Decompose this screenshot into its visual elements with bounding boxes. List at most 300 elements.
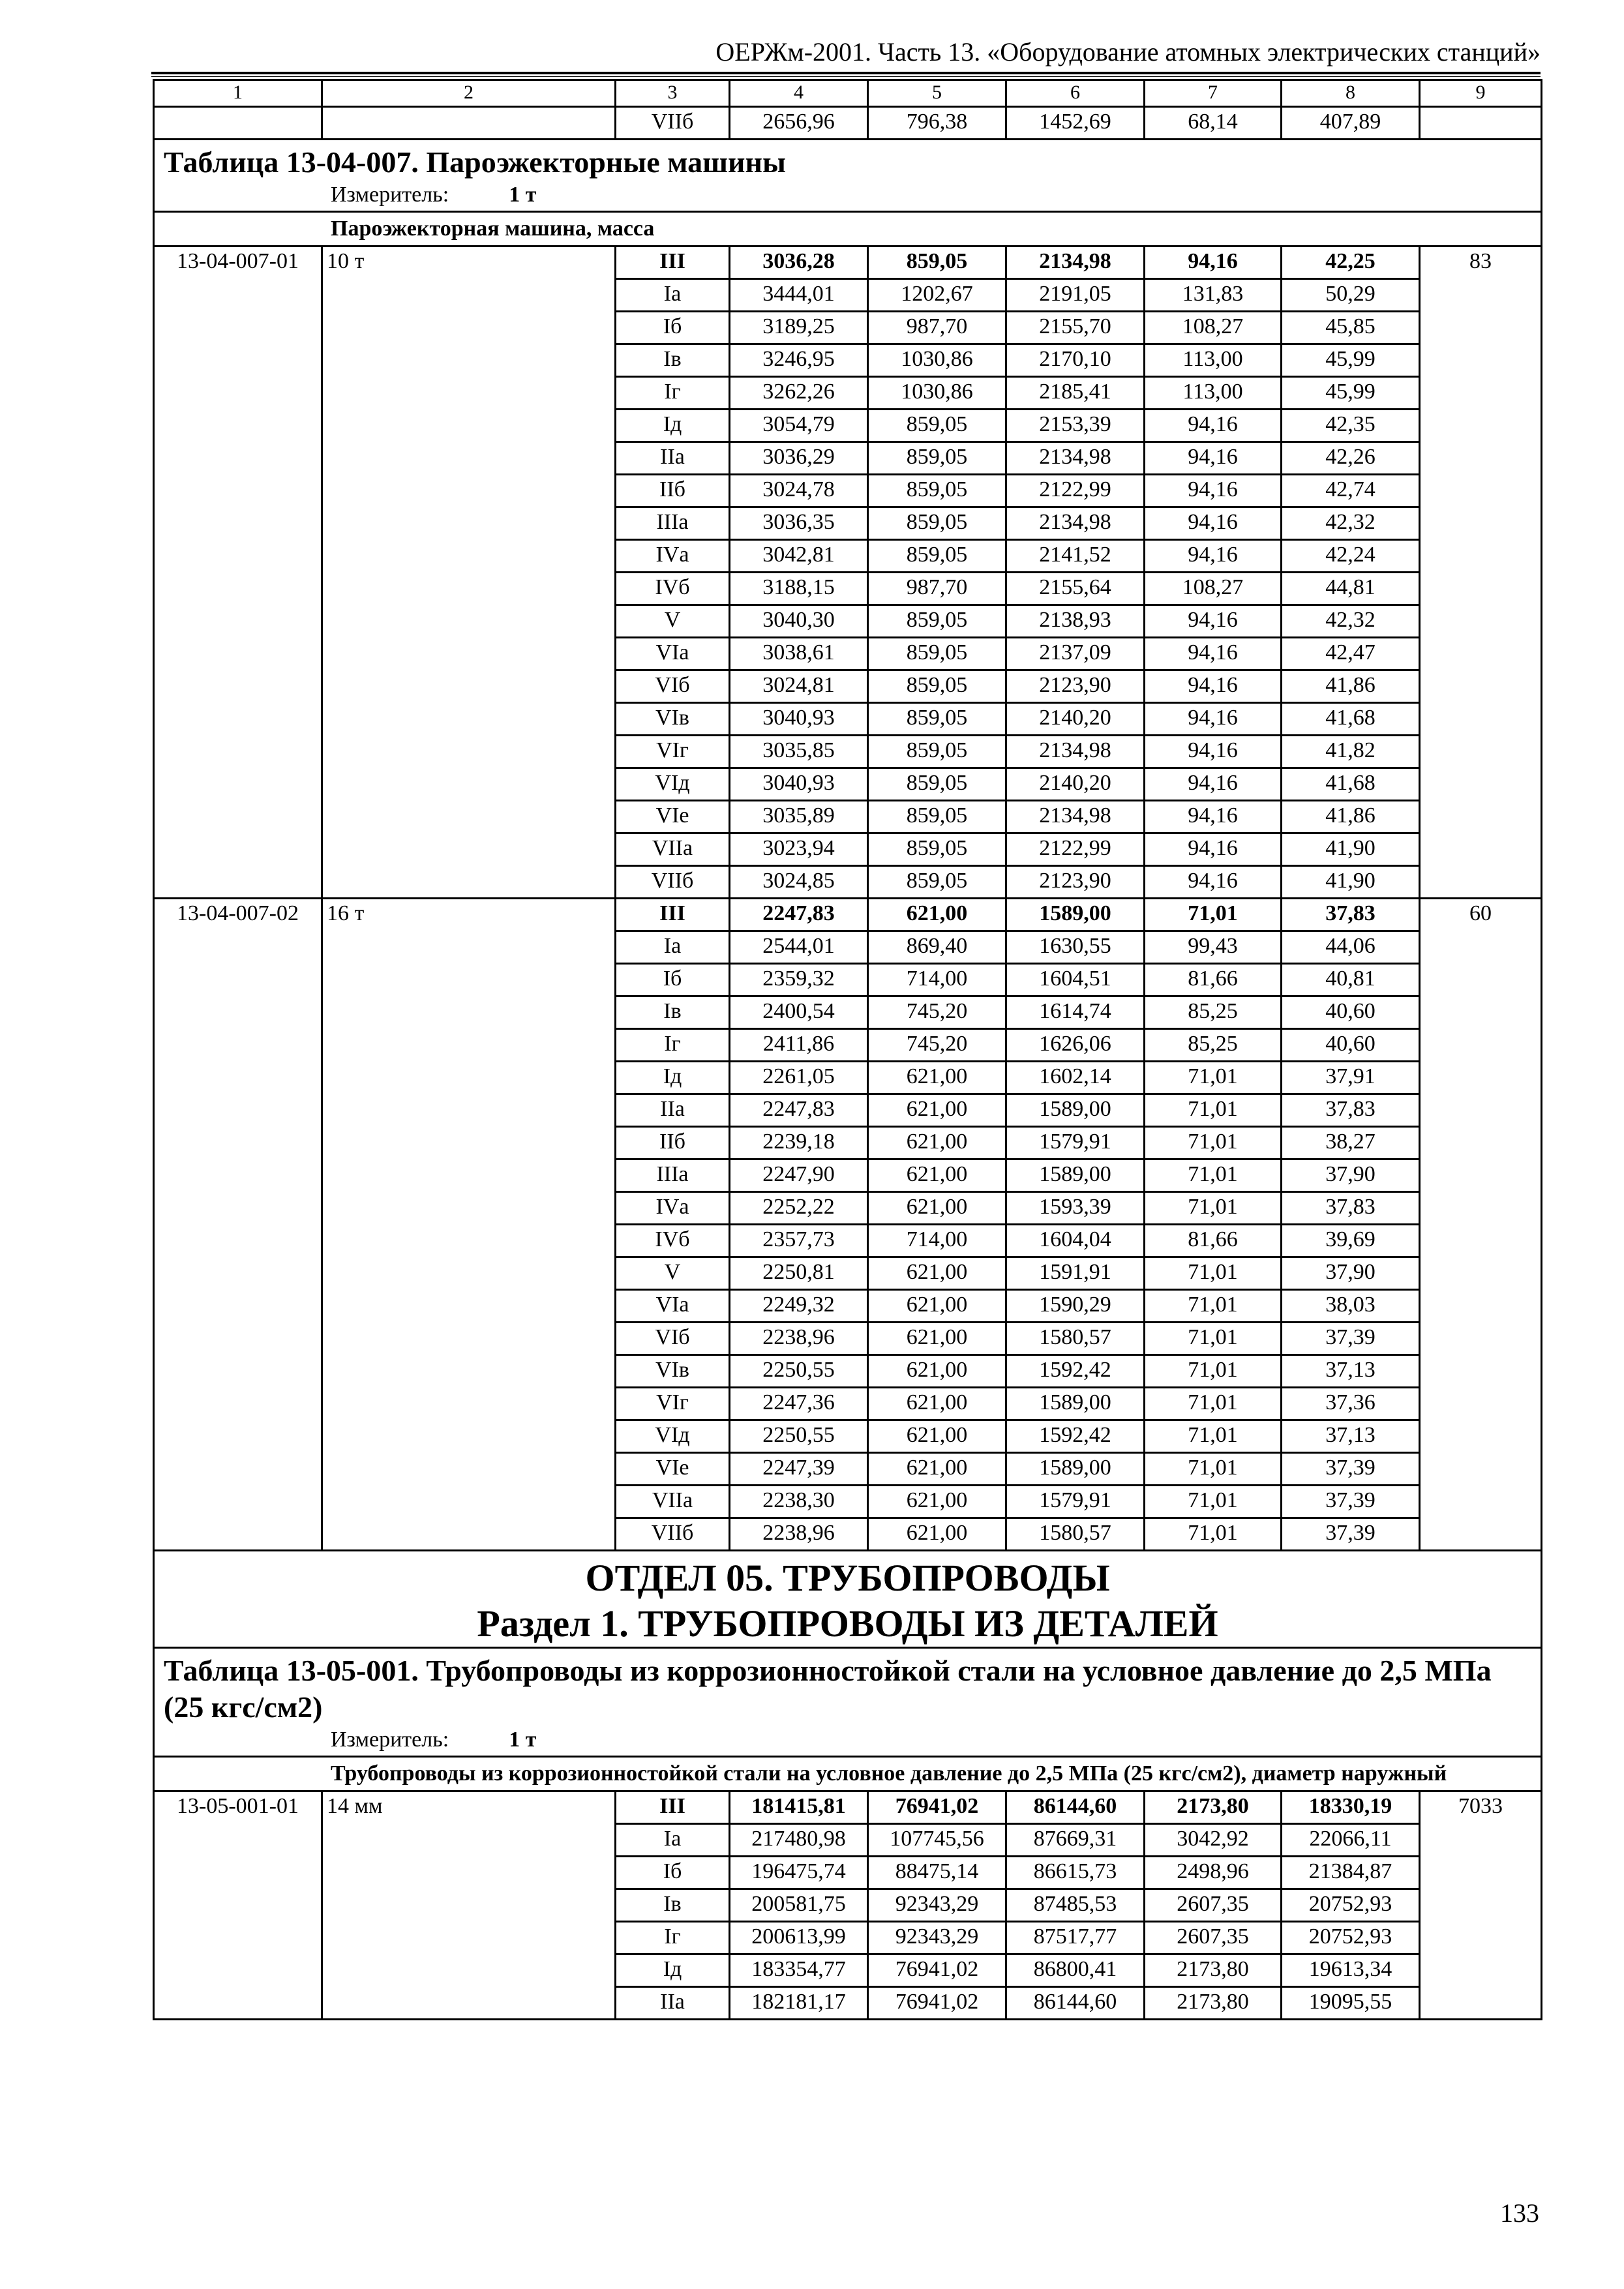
norm-description (322, 475, 616, 507)
norm-description (322, 1987, 616, 2020)
value-cell: 2170,10 (1006, 344, 1145, 377)
norm-total (1420, 1323, 1542, 1355)
value-cell: 19095,55 (1282, 1987, 1420, 2020)
subgroup-title: Трубопроводы из коррозионностойкой стали на условное давление до 2,5 МПа (25 кгс/см2), диаметр наружный (331, 1761, 1447, 1786)
norm-code (154, 605, 322, 638)
column-number: 4 (730, 80, 868, 107)
value-cell: 3040,30 (730, 605, 868, 638)
price-zone-index: IVа (616, 1192, 730, 1225)
norm-description (322, 1355, 616, 1388)
table-row (154, 1257, 1542, 1290)
price-zone-index: VIа (616, 638, 730, 670)
norm-description: 16 т (322, 899, 616, 931)
price-zone-index: VIд (616, 1420, 730, 1453)
price-zone-index: Iд (616, 410, 730, 442)
norm-total (1420, 377, 1542, 410)
table-row (154, 1159, 1542, 1192)
value-cell: 71,01 (1145, 1355, 1282, 1388)
value-cell: 859,05 (868, 703, 1006, 736)
norm-description: 10 т (322, 247, 616, 279)
value-cell: 2544,01 (730, 931, 868, 964)
page-header: ОЕРЖм-2001. Часть 13. «Оборудование атомных электрических станций» (715, 37, 1541, 67)
value-cell: 113,00 (1145, 344, 1282, 377)
column-number: 5 (868, 80, 1006, 107)
value-cell: 621,00 (868, 1388, 1006, 1420)
value-cell: 621,00 (868, 1159, 1006, 1192)
value-cell: 859,05 (868, 540, 1006, 573)
value-cell: 2247,36 (730, 1388, 868, 1420)
table-row (154, 312, 1542, 344)
norm-description (322, 1922, 616, 1954)
column-number: 8 (1282, 80, 1420, 107)
value-cell: 87517,77 (1006, 1922, 1145, 1954)
value-cell: 2656,96 (730, 107, 868, 140)
norm-description (322, 931, 616, 964)
table-row (154, 1420, 1542, 1453)
value-cell: 42,32 (1282, 605, 1420, 638)
norm-total (1420, 1257, 1542, 1290)
table-row (154, 1388, 1542, 1420)
norm-code (154, 703, 322, 736)
value-cell: 1589,00 (1006, 1388, 1145, 1420)
value-cell: 621,00 (868, 1323, 1006, 1355)
value-cell: 81,66 (1145, 964, 1282, 996)
norm-total (1420, 1954, 1542, 1987)
table-row (154, 442, 1542, 475)
value-cell: 71,01 (1145, 1486, 1282, 1518)
table-row (154, 1290, 1542, 1323)
norm-description (322, 1159, 616, 1192)
norm-total (1420, 1987, 1542, 2020)
value-cell: 3024,81 (730, 670, 868, 703)
price-zone-index: IIIа (616, 1159, 730, 1192)
price-zone-index: V (616, 605, 730, 638)
norm-description (322, 1062, 616, 1094)
value-cell: 2250,81 (730, 1257, 868, 1290)
table-row (154, 540, 1542, 573)
table-title: Таблица 13-05-001. Трубопроводы из коррозионностойкой стали на условное давление до 2,5 МПа (25 кгс/см2) (164, 1654, 1492, 1724)
norm-description (322, 605, 616, 638)
table-row (154, 344, 1542, 377)
table-row (154, 410, 1542, 442)
value-cell: 86144,60 (1006, 1791, 1145, 1824)
price-zone-index: Iг (616, 377, 730, 410)
value-cell: 2252,22 (730, 1192, 868, 1225)
norm-description (322, 736, 616, 768)
norm-code (154, 1323, 322, 1355)
norm-code (154, 1257, 322, 1290)
norm-code (154, 801, 322, 833)
price-zone-index: Iб (616, 964, 730, 996)
price-zone-index: VIIб (616, 107, 730, 140)
value-cell: 87485,53 (1006, 1889, 1145, 1922)
value-cell: 1452,69 (1006, 107, 1145, 140)
value-cell: 2123,90 (1006, 866, 1145, 899)
value-cell: 86800,41 (1006, 1954, 1145, 1987)
value-cell: 2247,90 (730, 1159, 868, 1192)
norm-code: 13-04-007-02 (154, 899, 322, 931)
value-cell: 37,83 (1282, 1094, 1420, 1127)
norm-code (154, 866, 322, 899)
value-cell: 2134,98 (1006, 801, 1145, 833)
value-cell: 94,16 (1145, 410, 1282, 442)
price-zone-index: VIг (616, 736, 730, 768)
value-cell: 1592,42 (1006, 1355, 1145, 1388)
value-cell: 3036,35 (730, 507, 868, 540)
norm-description (322, 1029, 616, 1062)
table-row (154, 736, 1542, 768)
value-cell: 2247,83 (730, 1094, 868, 1127)
price-zone-index: IVа (616, 540, 730, 573)
value-cell: 859,05 (868, 638, 1006, 670)
norm-code (154, 931, 322, 964)
norm-code (154, 573, 322, 605)
value-cell: 42,32 (1282, 507, 1420, 540)
value-cell: 71,01 (1145, 1127, 1282, 1159)
price-zone-index: Iа (616, 1824, 730, 1857)
value-cell: 859,05 (868, 736, 1006, 768)
subgroup-heading-cell (154, 1757, 1542, 1791)
subgroup-heading (154, 212, 1542, 247)
table-row (154, 1094, 1542, 1127)
norm-total: 60 (1420, 899, 1542, 931)
table-row (154, 1062, 1542, 1094)
value-cell: 2411,86 (730, 1029, 868, 1062)
value-cell: 1591,91 (1006, 1257, 1145, 1290)
norm-description (322, 312, 616, 344)
value-cell: 76941,02 (868, 1954, 1006, 1987)
value-cell: 2238,96 (730, 1518, 868, 1551)
value-cell: 796,38 (868, 107, 1006, 140)
norm-total: 83 (1420, 247, 1542, 279)
price-zone-index: IIIа (616, 507, 730, 540)
norm-code (154, 1453, 322, 1486)
norm-total: 7033 (1420, 1791, 1542, 1824)
value-cell: 94,16 (1145, 768, 1282, 801)
column-number: 7 (1145, 80, 1282, 107)
norm-code (154, 540, 322, 573)
table-row (154, 638, 1542, 670)
value-cell: 3262,26 (730, 377, 868, 410)
value-cell: 2185,41 (1006, 377, 1145, 410)
table-row (154, 1791, 1542, 1824)
norm-total (1420, 703, 1542, 736)
norm-description (322, 670, 616, 703)
value-cell: 745,20 (868, 1029, 1006, 1062)
norm-description (322, 1857, 616, 1889)
norm-code (154, 1159, 322, 1192)
table-row (154, 703, 1542, 736)
value-cell: 37,83 (1282, 899, 1420, 931)
norm-code (154, 1127, 322, 1159)
norm-total (1420, 1159, 1542, 1192)
norms-table (153, 79, 1542, 2020)
price-zone-index: Iб (616, 1857, 730, 1889)
norm-code (154, 442, 322, 475)
norm-description (322, 801, 616, 833)
value-cell: 94,16 (1145, 605, 1282, 638)
value-cell: 2238,96 (730, 1323, 868, 1355)
value-cell: 3042,81 (730, 540, 868, 573)
value-cell: 182181,17 (730, 1987, 868, 2020)
value-cell: 41,86 (1282, 801, 1420, 833)
column-number: 1 (154, 80, 322, 107)
price-zone-index: VIв (616, 703, 730, 736)
norm-code (154, 1486, 322, 1518)
table-heading (154, 140, 1542, 212)
table-row (154, 1127, 1542, 1159)
price-zone-index: V (616, 1257, 730, 1290)
norm-code (154, 638, 322, 670)
value-cell: 859,05 (868, 605, 1006, 638)
norm-total (1420, 540, 1542, 573)
value-cell: 37,36 (1282, 1388, 1420, 1420)
norm-total (1420, 768, 1542, 801)
norm-total (1420, 1824, 1542, 1857)
norm-description (322, 638, 616, 670)
norm-total (1420, 442, 1542, 475)
table-row (154, 1192, 1542, 1225)
value-cell: 181415,81 (730, 1791, 868, 1824)
norm-total (1420, 605, 1542, 638)
norm-description (322, 1290, 616, 1323)
value-cell: 2140,20 (1006, 768, 1145, 801)
norm-total (1420, 1922, 1542, 1954)
price-zone-index: IIа (616, 1094, 730, 1127)
price-zone-index: Iв (616, 344, 730, 377)
value-cell: 37,83 (1282, 1192, 1420, 1225)
section-title: Раздел 1. ТРУБОПРОВОДЫ ИЗ ДЕТАЛЕЙ (477, 1602, 1218, 1645)
norm-description (322, 442, 616, 475)
norm-total (1420, 344, 1542, 377)
norm-description (322, 1954, 616, 1987)
value-cell: 71,01 (1145, 1453, 1282, 1486)
value-cell: 71,01 (1145, 899, 1282, 931)
measure-line (158, 181, 1537, 211)
price-zone-index: VIа (616, 1290, 730, 1323)
price-zone-index: VIб (616, 670, 730, 703)
value-cell: 21384,87 (1282, 1857, 1420, 1889)
value-cell: 71,01 (1145, 1388, 1282, 1420)
value-cell: 2140,20 (1006, 703, 1145, 736)
table-row (154, 1453, 1542, 1486)
value-cell: 85,25 (1145, 996, 1282, 1029)
value-cell: 200613,99 (730, 1922, 868, 1954)
value-cell: 94,16 (1145, 638, 1282, 670)
norm-code (154, 279, 322, 312)
norm-code (154, 833, 322, 866)
value-cell: 94,16 (1145, 247, 1282, 279)
norm-description (322, 507, 616, 540)
column-number: 6 (1006, 80, 1145, 107)
value-cell: 45,99 (1282, 377, 1420, 410)
norm-description (322, 1225, 616, 1257)
table-row (154, 1355, 1542, 1388)
price-zone-index: III (616, 899, 730, 931)
norm-total (1420, 475, 1542, 507)
norm-description (322, 1323, 616, 1355)
norm-description (322, 1257, 616, 1290)
value-cell: 621,00 (868, 1290, 1006, 1323)
norm-code (154, 1889, 322, 1922)
value-cell: 41,82 (1282, 736, 1420, 768)
price-zone-index: III (616, 1791, 730, 1824)
value-cell: 2247,39 (730, 1453, 868, 1486)
value-cell: 87669,31 (1006, 1824, 1145, 1857)
norm-code (154, 1094, 322, 1127)
description-cell (322, 107, 616, 140)
price-zone-index: Iд (616, 1954, 730, 1987)
norm-description (322, 1127, 616, 1159)
table-row (154, 833, 1542, 866)
value-cell: 3189,25 (730, 312, 868, 344)
value-cell: 2122,99 (1006, 833, 1145, 866)
value-cell: 2239,18 (730, 1127, 868, 1159)
table-row (154, 107, 1542, 140)
table-row (154, 1889, 1542, 1922)
total-cell (1420, 107, 1542, 140)
value-cell: 2123,90 (1006, 670, 1145, 703)
value-cell: 1589,00 (1006, 1453, 1145, 1486)
norm-total (1420, 279, 1542, 312)
norm-code (154, 475, 322, 507)
table-row (154, 1029, 1542, 1062)
norm-code (154, 1029, 322, 1062)
value-cell: 3036,28 (730, 247, 868, 279)
norm-total (1420, 573, 1542, 605)
value-cell: 1030,86 (868, 377, 1006, 410)
value-cell: 94,16 (1145, 866, 1282, 899)
table-row (154, 866, 1542, 899)
value-cell: 71,01 (1145, 1159, 1282, 1192)
norm-total (1420, 507, 1542, 540)
norm-description (322, 1192, 616, 1225)
price-zone-index: Iа (616, 279, 730, 312)
norm-total (1420, 1486, 1542, 1518)
norm-description (322, 1094, 616, 1127)
value-cell: 2191,05 (1006, 279, 1145, 312)
value-cell: 2173,80 (1145, 1791, 1282, 1824)
value-cell: 37,13 (1282, 1420, 1420, 1453)
value-cell: 621,00 (868, 899, 1006, 931)
value-cell: 50,29 (1282, 279, 1420, 312)
value-cell: 44,06 (1282, 931, 1420, 964)
value-cell: 621,00 (868, 1127, 1006, 1159)
value-cell: 3024,85 (730, 866, 868, 899)
norm-code (154, 1518, 322, 1551)
value-cell: 407,89 (1282, 107, 1420, 140)
value-cell: 86144,60 (1006, 1987, 1145, 2020)
measure-label: Измеритель: (331, 1728, 449, 1752)
value-cell: 40,60 (1282, 1029, 1420, 1062)
value-cell: 94,16 (1145, 670, 1282, 703)
value-cell: 71,01 (1145, 1290, 1282, 1323)
norm-description (322, 344, 616, 377)
value-cell: 183354,77 (730, 1954, 868, 1987)
section-heading-cell (154, 1551, 1542, 1648)
value-cell: 3444,01 (730, 279, 868, 312)
value-cell: 92343,29 (868, 1889, 1006, 1922)
norm-total (1420, 312, 1542, 344)
value-cell: 621,00 (868, 1420, 1006, 1453)
norm-total (1420, 801, 1542, 833)
value-cell: 1590,29 (1006, 1290, 1145, 1323)
norm-code (154, 1987, 322, 2020)
value-cell: 94,16 (1145, 475, 1282, 507)
table-row (154, 475, 1542, 507)
norm-total (1420, 1453, 1542, 1486)
price-zone-index: Iг (616, 1922, 730, 1954)
value-cell: 2137,09 (1006, 638, 1145, 670)
norm-total (1420, 1062, 1542, 1094)
table-row (154, 1922, 1542, 1954)
value-cell: 71,01 (1145, 1420, 1282, 1453)
value-cell: 859,05 (868, 801, 1006, 833)
norm-description (322, 1518, 616, 1551)
norm-code (154, 1420, 322, 1453)
value-cell: 68,14 (1145, 107, 1282, 140)
price-zone-index: IVб (616, 573, 730, 605)
table-title: Таблица 13-04-007. Пароэжекторные машины (164, 145, 786, 179)
value-cell: 987,70 (868, 573, 1006, 605)
value-cell: 2250,55 (730, 1420, 868, 1453)
section-heading (154, 1551, 1542, 1648)
value-cell: 42,24 (1282, 540, 1420, 573)
value-cell: 2141,52 (1006, 540, 1145, 573)
measure-unit: 1 т (509, 1728, 537, 1752)
value-cell: 81,66 (1145, 1225, 1282, 1257)
price-zone-index: Iг (616, 1029, 730, 1062)
value-cell: 2155,64 (1006, 573, 1145, 605)
value-cell: 2498,96 (1145, 1857, 1282, 1889)
value-cell: 20752,93 (1282, 1922, 1420, 1954)
value-cell: 1593,39 (1006, 1192, 1145, 1225)
norm-description (322, 540, 616, 573)
value-cell: 39,69 (1282, 1225, 1420, 1257)
value-cell: 99,43 (1145, 931, 1282, 964)
norm-total (1420, 670, 1542, 703)
norm-code (154, 736, 322, 768)
value-cell: 71,01 (1145, 1192, 1282, 1225)
norm-total (1420, 410, 1542, 442)
value-cell: 88475,14 (868, 1857, 1006, 1889)
value-cell: 71,01 (1145, 1257, 1282, 1290)
measure-line (158, 1726, 1537, 1756)
price-zone-index: VIд (616, 768, 730, 801)
table-row (154, 1954, 1542, 1987)
table-row (154, 931, 1542, 964)
price-zone-index: VIе (616, 1453, 730, 1486)
value-cell: 94,16 (1145, 833, 1282, 866)
value-cell: 217480,98 (730, 1824, 868, 1857)
column-number: 3 (616, 80, 730, 107)
value-cell: 113,00 (1145, 377, 1282, 410)
norm-total (1420, 1355, 1542, 1388)
value-cell: 714,00 (868, 1225, 1006, 1257)
norm-description (322, 1889, 616, 1922)
table-row (154, 1987, 1542, 2020)
price-zone-index: VIг (616, 1388, 730, 1420)
value-cell: 1030,86 (868, 344, 1006, 377)
value-cell: 2155,70 (1006, 312, 1145, 344)
price-zone-index: IIб (616, 1127, 730, 1159)
subgroup-heading (154, 1757, 1542, 1791)
value-cell: 1579,91 (1006, 1486, 1145, 1518)
value-cell: 2238,30 (730, 1486, 868, 1518)
table-row (154, 899, 1542, 931)
measure-label: Измеритель: (331, 183, 449, 207)
value-cell: 42,26 (1282, 442, 1420, 475)
